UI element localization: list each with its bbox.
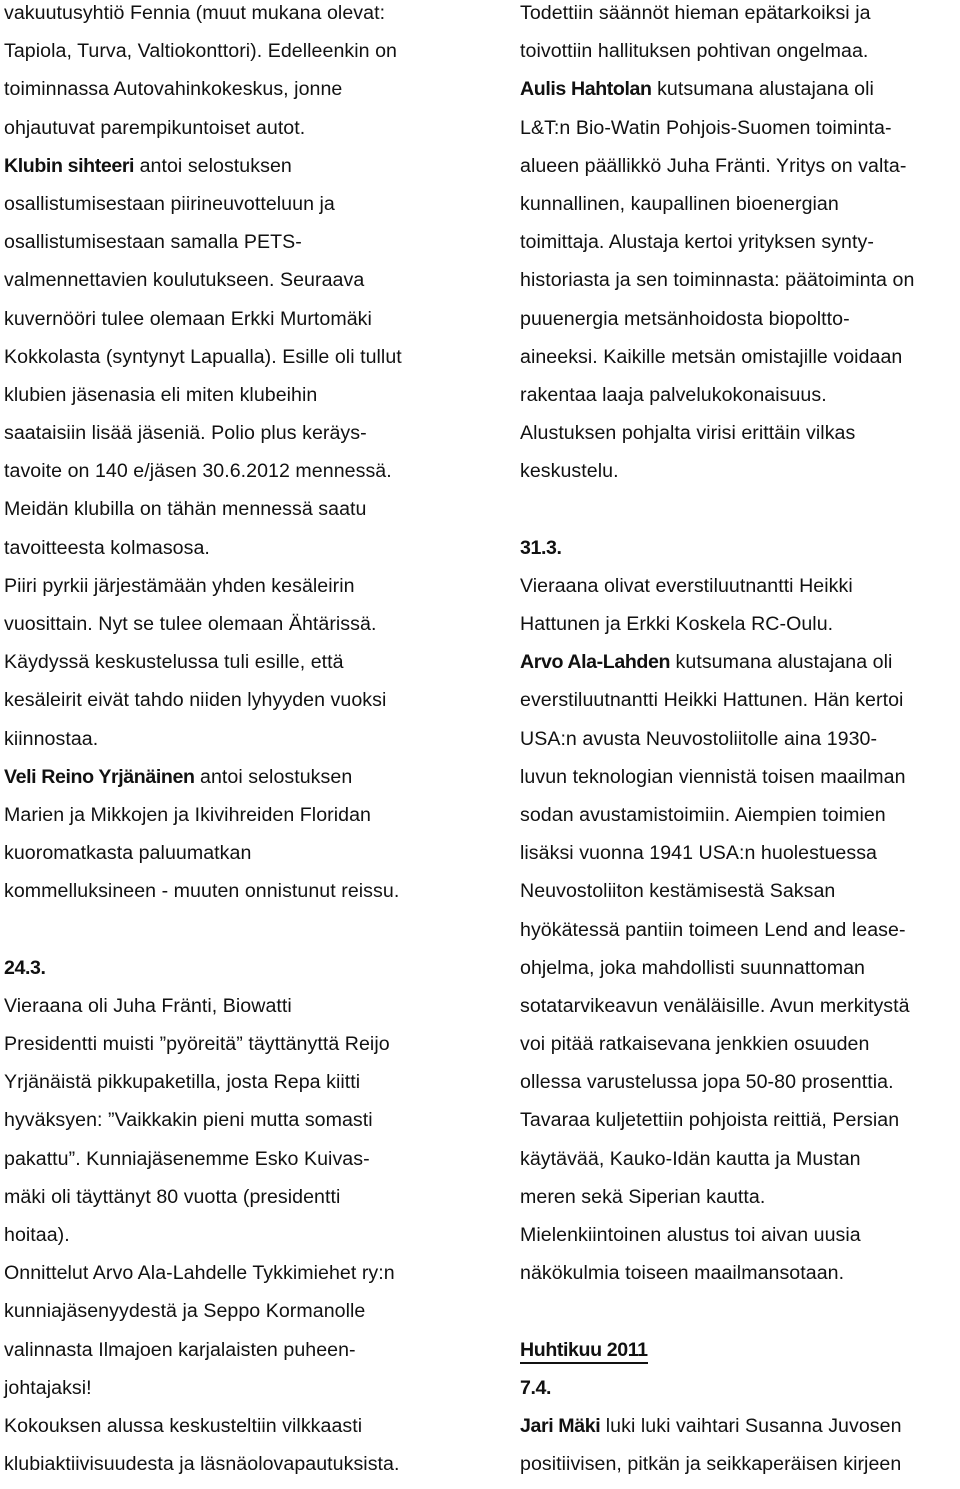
text-span: sotatarvikeavun venäläisille. Avun merkitystä [520,994,910,1017]
text-span: kuvernööri tulee olemaan Erkki Murtomäki [4,307,372,330]
text-span: saataisiin lisää jäseniä. Polio plus keräys- [4,422,367,445]
text-line [4,1222,500,1260]
text-line [4,0,500,38]
text-line [520,153,960,191]
text-line [520,1069,960,1107]
text-span: Kokkolasta (syntynyt Lapualla). Esille oli tullut [4,345,402,368]
text-line [520,229,960,267]
text-line [4,115,500,153]
text-line [4,1107,500,1145]
text-line [4,458,500,496]
text-line [4,267,500,305]
text-span: luvun teknologian viennistä toisen maailman [520,765,906,788]
text-span: valmennettavien koulutukseen. Seuraava [4,269,365,292]
left-column [4,0,500,1489]
text-span: kuoromatkasta paluumatkan [4,842,252,865]
text-span: toiminnassa Autovahinkokeskus, jonne [4,78,343,101]
text-span: vakuutusyhtiö Fennia (muut mukana olevat: [4,2,386,24]
text-span: Onnittelut Arvo Ala-Lahdelle Tykkimiehet ry:n [4,1262,395,1285]
text-line [4,1413,500,1451]
text-span: antoi selostuksen [194,765,353,788]
text-line [4,955,500,993]
text-line [4,1298,500,1336]
text-line [520,573,960,611]
text-line [520,611,960,649]
text-span: Käydyssä keskustelussa tuli esille, että [4,651,344,674]
text-line [4,1069,500,1107]
text-line [520,1375,960,1413]
text-span: hyökätessä pantiin toimeen Lend and lease- [520,918,906,941]
text-span: sodan avustamistoimiin. Aiempien toimien [520,803,886,826]
text-line [520,687,960,725]
text-span: aineeksi. Kaikille metsän omistajille voidaan [520,345,903,368]
text-line [520,1413,960,1451]
bold-text: Aulis Hahtolan [520,78,652,101]
text-span: luki luki vaihtari Susanna Juvosen [600,1414,902,1437]
text-line [520,649,960,687]
text-span: Meidän klubilla on tähän mennessä saatu [4,498,367,521]
text-line [4,764,500,802]
text-span: positiivisen, pitkän ja seikkaperäisen kirjeen [520,1453,902,1476]
text-span: Vieraana olivat everstiluutnantti Heikki [520,574,853,597]
bold-text: Veli Reino Yrjänäinen [4,765,195,788]
text-span: Tavaraa kuljetettiin pohjoista reittiä, Persian [520,1109,900,1132]
text-line [4,496,500,534]
text-span: ohjautuvat parempikuntoiset autot. [4,116,306,139]
text-span: kiinnostaa. [4,727,99,750]
text-span: valinnasta Ilmajoen karjalaisten puheen- [4,1338,356,1361]
text-line [520,306,960,344]
text-line [4,840,500,878]
text-span: klubiaktiivisuudesta ja läsnäolovapautuksista. [4,1453,400,1476]
text-line [520,1184,960,1222]
text-span: johtajaksi! [4,1376,92,1399]
text-span: kunnallinen, kaupallinen bioenergian [520,192,839,215]
bold-text: 7.4. [520,1376,552,1399]
text-span: ollessa varustelussa jopa 50-80 prosenttia. [520,1071,894,1094]
text-span: lisäksi vuonna 1941 USA:n huolestuessa [520,842,877,865]
text-line [4,1146,500,1184]
text-line [4,649,500,687]
text-span: pakattu”. Kunniajäsenemme Esko Kuivas- [4,1147,370,1170]
text-span: Piiri pyrkii järjestämään yhden kesäleirin [4,574,355,597]
text-span: hoitaa). [4,1224,70,1246]
text-line [4,191,500,229]
text-line [520,726,960,764]
text-line [4,344,500,382]
text-span: kutsumana alustajana oli [651,78,874,101]
text-span: hyväksyen: ”Vaikkakin pieni mutta somasti [4,1109,373,1132]
right-column [520,0,960,1489]
text-line [520,917,960,955]
text-span: ohjelma, joka mahdollisti suunnattoman [520,956,865,979]
text-line [520,1337,960,1375]
text-line [4,1031,500,1069]
text-line [520,535,960,573]
text-line [520,267,960,305]
section-heading: Huhtikuu 2011 [520,1339,648,1364]
text-line [520,955,960,993]
text-line [4,38,500,76]
text-span: kutsumana alustajana oli [670,651,893,674]
text-span: USA:n avusta Neuvostoliitolle aina 1930- [520,727,878,750]
paragraph-gap [4,917,500,955]
text-line [520,115,960,153]
bold-text: 31.3. [520,536,562,559]
text-span: rakentaa laaja palvelukokonaisuus. [520,383,827,406]
text-span: Neuvostoliiton kestämisestä Saksan [520,880,836,903]
paragraph-gap [520,496,960,534]
text-line [520,993,960,1031]
text-line [520,764,960,802]
bold-text: Jari Mäki [520,1414,601,1437]
text-line [520,878,960,916]
text-span: toivottiin hallituksen pohtivan ongelmaa. [520,40,869,63]
text-line [4,573,500,611]
text-line [4,802,500,840]
text-line [4,1260,500,1298]
text-span: Tapiola, Turva, Valtiokonttori). Edelleenkin on [4,40,397,63]
text-span: osallistumisestaan piirineuvotteluun ja [4,192,335,215]
text-span: L&T:n Bio-Watin Pohjois-Suomen toiminta- [520,116,892,139]
text-line [4,1184,500,1222]
text-span: antoi selostuksen [134,154,292,177]
text-line [4,306,500,344]
text-line [4,687,500,725]
text-span: tavoite on 140 e/jäsen 30.6.2012 mennessä. [4,460,392,483]
text-line [4,878,500,916]
text-line [520,382,960,420]
text-line [4,535,500,573]
bold-text: Klubin sihteeri [4,154,135,177]
text-span: keskustelu. [520,460,619,483]
text-span: Alustuksen pohjalta virisi erittäin vilkas [520,422,856,445]
text-span: mäki oli täyttänyt 80 vuotta (presidentti [4,1185,341,1208]
text-line [520,0,960,38]
text-span: Vieraana oli Juha Fränti, Biowatti [4,994,292,1017]
text-span: kunniajäsenyydestä ja Seppo Kormanolle [4,1300,366,1323]
text-line [4,420,500,458]
text-line [520,344,960,382]
text-span: Mielenkiintoinen alustus toi aivan uusia [520,1224,861,1246]
text-line [520,191,960,229]
text-span: osallistumisestaan samalla PETS- [4,231,302,254]
text-line [520,76,960,114]
text-span: klubien jäsenasia eli miten klubeihin [4,383,318,406]
text-line [4,1337,500,1375]
text-span: kommelluksineen - muuten onnistunut reissu. [4,880,400,903]
text-line [520,840,960,878]
text-span: Marien ja Mikkojen ja Ikivihreiden Floridan [4,803,371,826]
text-line [520,1260,960,1298]
text-span: Yrjänäistä pikkupaketilla, josta Repa kiitti [4,1071,361,1094]
text-span: puuenergia metsänhoidosta biopoltto- [520,307,850,330]
text-span: tavoitteesta kolmasosa. [4,536,210,559]
text-line [520,1107,960,1145]
text-span: näkökulmia toiseen maailmansotaan. [520,1262,845,1285]
text-span: alueen päällikkö Juha Fränti. Yritys on valta- [520,154,907,177]
text-span: vuosittain. Nyt se tulee olemaan Ähtärissä. [4,613,377,635]
text-line [520,420,960,458]
text-span: toimittaja. Alustaja kertoi yrityksen synty- [520,231,874,254]
bold-text: Arvo Ala-Lahden [520,651,671,674]
text-span: kesäleirit eivät tahdo niiden lyhyyden vuoksi [4,689,387,712]
text-line [520,802,960,840]
text-line [520,1222,960,1260]
text-span: historiasta ja sen toiminnasta: päätoiminta on [520,269,915,292]
paragraph-gap [520,1298,960,1336]
text-line [4,76,500,114]
text-line [520,458,960,496]
text-span: käytävää, Kauko-Idän kautta ja Mustan [520,1147,861,1170]
text-span: voi pitää ratkaisevana jenkkien osuuden [520,1033,870,1056]
text-span: Presidentti muisti ”pyöreitä” täyttänyttä Reijo [4,1033,390,1056]
text-line [4,726,500,764]
text-line [520,38,960,76]
text-span: meren sekä Siperian kautta. [520,1185,766,1208]
text-line [4,1451,500,1489]
text-line [4,611,500,649]
text-span: Kokouksen alussa keskusteltiin vilkkaasti [4,1414,363,1437]
text-line [520,1451,960,1489]
bold-text: 24.3. [4,956,46,979]
text-line [4,1375,500,1413]
text-line [4,382,500,420]
text-span: everstiluutnantti Heikki Hattunen. Hän kertoi [520,689,904,712]
text-line [520,1146,960,1184]
text-span: Hattunen ja Erkki Koskela RC-Oulu. [520,613,834,635]
text-line [520,1031,960,1069]
text-line [4,153,500,191]
text-line [4,229,500,267]
text-span: Todettiin säännöt hieman epätarkoiksi ja [520,2,871,24]
text-line [4,993,500,1031]
